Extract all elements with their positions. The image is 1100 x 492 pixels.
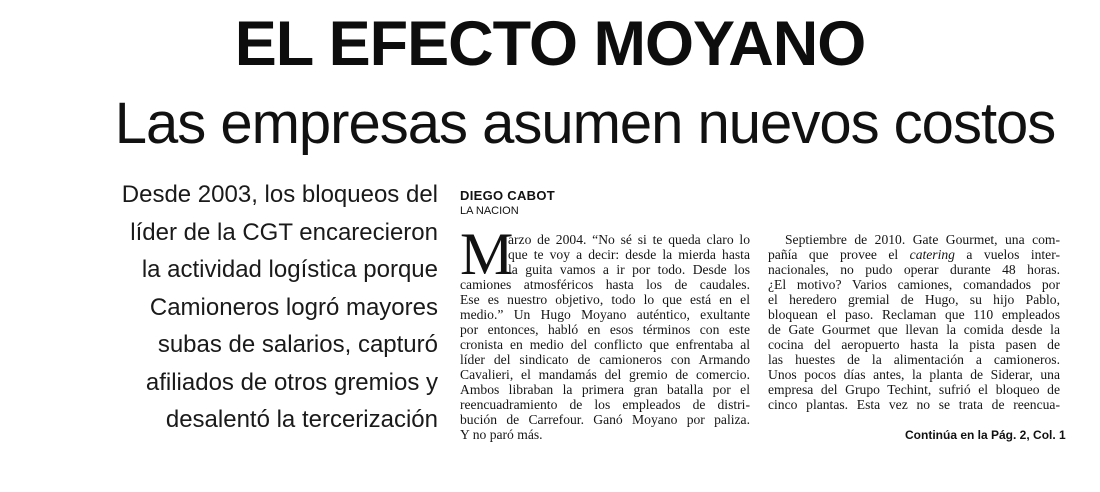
deck-line: la actividad logística porque xyxy=(141,256,438,283)
body-line: que te voy a decir: desde la mierda hasta xyxy=(508,247,750,262)
deck-line: subas de salarios, capturó xyxy=(157,331,438,358)
body-text: a vuelos inter- xyxy=(966,247,1060,262)
body-line: medio.” Un Hugo Moyano auténtico, exultante xyxy=(460,307,750,322)
body-line: arzo de 2004. “No sé si te queda claro lo xyxy=(508,232,750,247)
body-line: la guita vamos a ir por todo. Desde los xyxy=(508,262,750,277)
body-line: líder del sindicato de camioneros con Armando xyxy=(460,352,750,367)
body-line: de Gate Gourmet que llevan la comida desde la xyxy=(768,322,1060,337)
body-line: el heredero gremial de Hugo, su hijo Pablo, xyxy=(768,292,1060,307)
byline xyxy=(460,188,555,219)
body-line: nacionales, no pudo operar durante 48 horas. xyxy=(768,262,1060,277)
body-column-1 xyxy=(460,221,750,442)
drop-cap: M xyxy=(460,221,514,287)
deck-line: líder de la CGT encarecieron xyxy=(130,218,438,246)
body-text-italic: catering xyxy=(909,247,955,262)
body-line: por entonces, habló en esos términos con este xyxy=(460,322,750,337)
body-line: cronista en medio del conflicto que enfrentaba al xyxy=(460,337,750,352)
body-line: Septiembre de 2010. Gate Gourmet, una com- xyxy=(785,232,1060,247)
byline-author: DIEGO CABOT xyxy=(460,188,556,203)
body-line: empresa del Grupo Techint, sufrió el bloqueo de xyxy=(768,382,1060,397)
deck-line: afiliados de otros gremios y xyxy=(145,368,438,396)
article-headline: Las empresas asumen nuevos costos xyxy=(114,91,1056,156)
body-line: bución de Carrefour. Ganó Moyano por paliza. xyxy=(460,412,750,427)
body-line: Ambos libraban la primera gran batalla por el xyxy=(460,382,750,397)
deck-line: desalentó la tercerización xyxy=(165,406,438,433)
continuation-note: Continúa en la Pág. 2, Col. 1 xyxy=(905,428,1066,442)
article-deck xyxy=(112,176,438,439)
deck-line: Camioneros logró mayores xyxy=(149,293,438,321)
body-line: las huestes de la alimentación a camioneros. xyxy=(768,352,1060,367)
body-line: cocina del aeropuerto hasta la pista pasen de xyxy=(768,337,1060,352)
body-line: bloquean el paso. Reclaman que 110 empleados xyxy=(768,307,1060,322)
body-line: Cavalieri, el mandamás del gremio de comercio. xyxy=(460,367,750,382)
article-kicker: EL EFECTO MOYANO xyxy=(234,9,866,79)
byline-publication: LA NACION xyxy=(460,205,519,217)
deck-line: Desde 2003, los bloqueos del xyxy=(121,181,438,208)
body-line: Ese es nuestro objetivo, todo lo que está en el xyxy=(460,292,750,307)
body-line: camiones atmosféricos hasta los de caudales. xyxy=(460,277,750,292)
body-line: reencuadramiento de los empleados de distri- xyxy=(460,397,750,412)
body-line: ¿El motivo? Varios camiones, comandados por xyxy=(768,277,1060,292)
body-text: pañía que provee el xyxy=(768,247,899,262)
body-line: cinco plantas. Esta vez no se trata de reencua- xyxy=(768,397,1060,412)
body-column-2 xyxy=(768,232,1060,412)
body-line: Unos pocos días antes, la planta de Siderar, una xyxy=(768,367,1060,382)
body-line xyxy=(768,247,1060,262)
body-line: Y no paró más. xyxy=(460,427,543,442)
